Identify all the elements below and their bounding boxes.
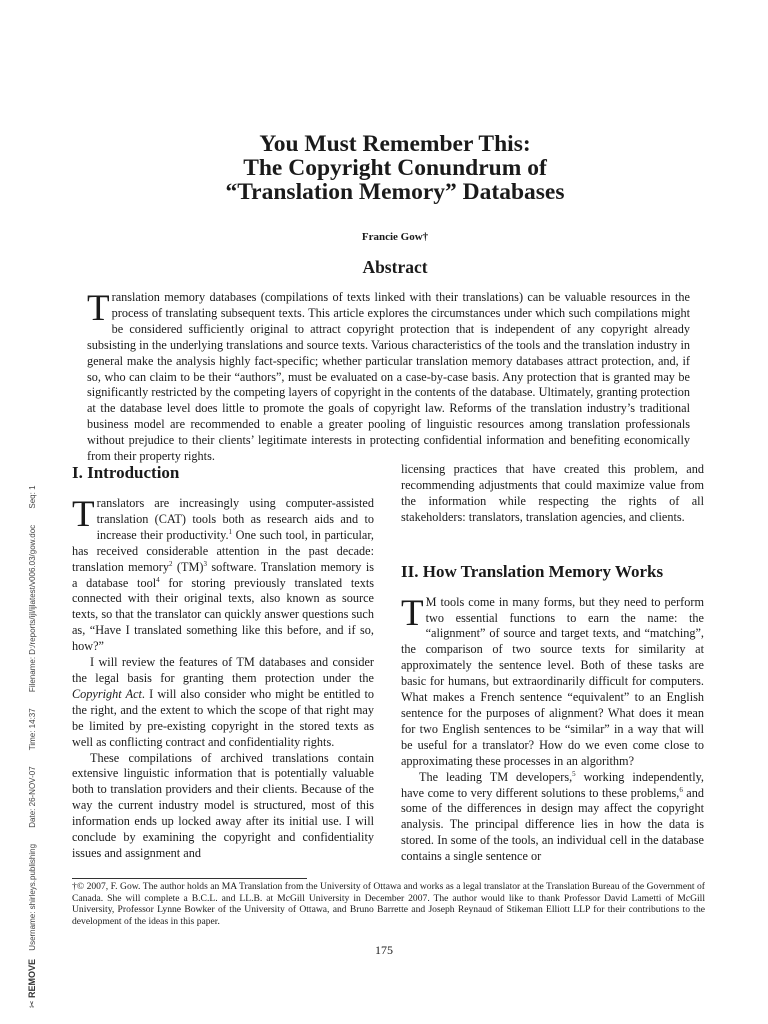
- filename-field: Filename: D:/reports/ijl/ijlatest/v006.03/gow.doc: [28, 524, 37, 693]
- footnote-ref-5[interactable]: 5: [572, 769, 576, 778]
- footnote-ref-2[interactable]: 2: [168, 559, 173, 568]
- footnote-ref-3[interactable]: 3: [203, 559, 207, 568]
- left-column: [72, 462, 374, 862]
- page-number: 175: [375, 943, 393, 957]
- tm-paragraph-2: The leading TM developers,$^5$ working independently, have come to very different solutions to these problems,$^6$ and some of the differences in design may affect the copyright analysis. The principal difference lies in how the data is stored. In some of the tools, an individual cell in the database contains a single sentence or: [401, 769, 704, 864]
- section-heading-introduction: I. Introduction: [72, 463, 180, 482]
- abstract-text: ranslation memory databases (compilations of texts linked with their translations) can be valuable resources in the process of translating subsequent texts. This article explores the circumstances under which such compilations might be considered sufficiently original to attract copyright protection that is independent of any copyright already subsisting in the underlying translations and source texts. Various characteristics of the tools and the translation industry in general make the analysis highly fact-specific; whether particular translation memory databases attract protection, and, if so, who can claim to be their “authors”, must be evaluated on a case-by-case basis. Any protection that is granted may be significantly restricted by the competing layers of copyright in the contents of the database. Ultimately, granting protection at the database level does little to promote the goals of copyright law. Reforms of the translation industry’s traditional business model are recommended to enable a greater pooling of linguistic resources among translation professionals without prejudice to their clients’ legitimate interests in protecting confidential information and benefiting economically from their property rights.: [87, 290, 690, 464]
- abstract-body: [87, 290, 690, 465]
- intro-dropcap: T: [72, 494, 95, 535]
- footnote-ref-1[interactable]: 1: [228, 527, 233, 536]
- section-heading-how-tm-works: II. How Translation Memory Works: [401, 561, 664, 581]
- right-column: [401, 462, 704, 865]
- intro-paragraph-2: I will review the features of TM databases and consider the legal basis for granting them protection under the Copyright Act. I will also consider who might be entitled to the right, and the extent to which the scope of that right may be limited by pre-existing copyright in the stored texts as well as conflicting contract and confidentiality rights.: [72, 655, 374, 749]
- footnote-ref-4[interactable]: 4: [156, 575, 160, 584]
- production-sidebar: [27, 485, 38, 1008]
- remove-label: ✂ REMOVE: [27, 958, 37, 1008]
- intro-paragraph-3: These compilations of archived translations contain extensive linguistic information that is potentially valuable both to translation providers and their clients. Because of the way the current industry model is structured, most of this information ends up locked away after its initial use. I will conclude by examining the copyright and confidentiality issues and assignment and: [72, 750, 374, 860]
- tm-paragraph-1: T M tools come in many forms, but they need to perform two essential functions to earn the name: the “alignment” of source and target texts, and “matching”, the comparison of two source texts for similarity at approximately the sentence level. Both of these tasks are basic for humans, but extraordinarily difficult for computers. What makes a French sentence “equivalent” to an English sentence for the purposes of alignment? What does it mean for two English sentences to be “similar” in a way that will be useful for a translator? How do we even come close to approximating these processes in an algorithm?: [401, 592, 704, 768]
- title-line-1: You Must Remember This:: [259, 131, 531, 157]
- username-field: Username: shirleys.publishing: [28, 843, 37, 951]
- author-name: Francie Gow†: [361, 231, 429, 243]
- seq-field: Seq: 1: [28, 485, 37, 509]
- footnote-divider: [72, 878, 307, 879]
- intro-paragraph-3-continued: licensing practices that have created this problem, and recommending adjustments that could maximize value from the information while respecting the rights of all stakeholders: translators, translation agencies, and clients.: [401, 462, 704, 524]
- author-footnote: †© 2007, F. Gow. The author holds an MA Translation from the University of Ottawa and works as a legal translator at the Translation Bureau of the Government of Canada. She will complete a B.C.L. and LL.B. at McGill University in December 2007. The author would like to thank Professor David Lametti of McGill University, Professor Lynne Bowker of the University of Ottawa, and Bruno Barrette and Joseph Reynaud of Stikeman Elliott LLP for their contributions to the development of the ideas in this paper.: [72, 881, 705, 927]
- time-field: Time: 14:37: [28, 708, 37, 751]
- abstract-heading: Abstract: [362, 257, 428, 277]
- footnote-ref-6[interactable]: 6: [679, 785, 683, 794]
- tm-dropcap: T: [401, 592, 424, 634]
- date-field: Date: 26-NOV-07: [28, 766, 37, 828]
- intro-paragraph-1: Translators are increasingly using computer-assisted translation (CAT) tools both as research aids and to increase their productivity.$^1$ One such tool, in particular, has received considerable attention in the past decade: translation memory$^2$ (TM)$^3$ software. Translation memory is a database tool$^4$ for storing previously translated texts connected with their original texts, also known as source texts, so that the translator can quickly answer questions such as, “Have I translated something like this before, and if so, how?”: [72, 494, 374, 654]
- abstract-dropcap: T: [87, 288, 110, 329]
- paper-title: [95, 132, 695, 204]
- title-line-3: “Translation Memory” Databases: [225, 179, 565, 205]
- title-line-2: The Copyright Conundrum of: [243, 155, 547, 181]
- copyright-act-title: Copyright Act: [72, 686, 142, 701]
